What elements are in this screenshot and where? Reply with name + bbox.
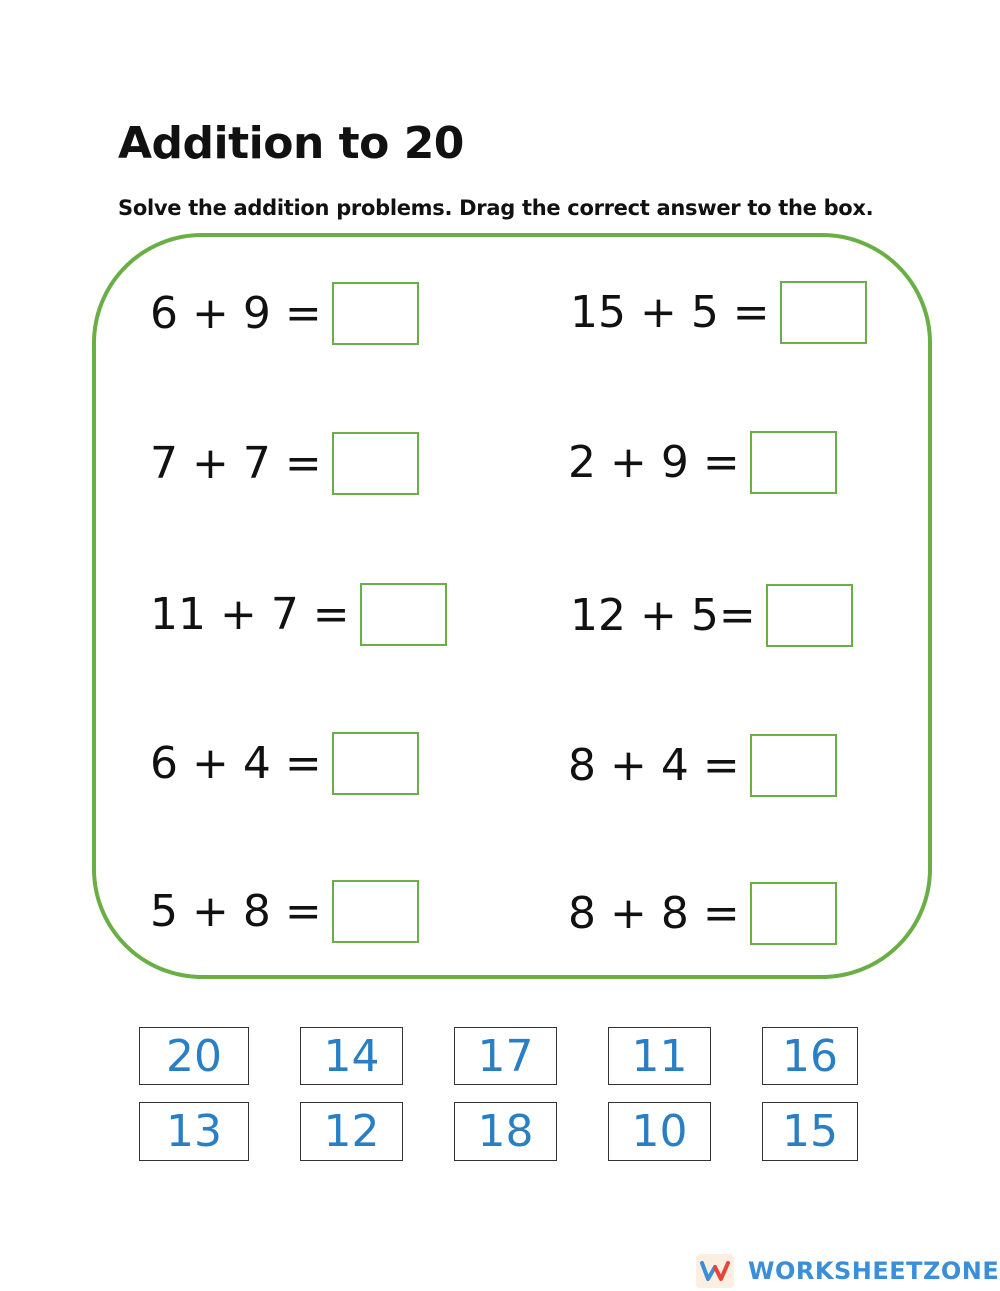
problem-equation: 15 + 5 =: [570, 286, 770, 338]
answer-tile[interactable]: 11: [608, 1027, 711, 1085]
answer-drop-box[interactable]: [332, 282, 419, 345]
problem-8: [568, 732, 837, 798]
answer-drop-box[interactable]: [332, 732, 419, 795]
worksheet-instructions: Solve the addition problems. Drag the correct answer to the box.: [118, 196, 874, 220]
answer-tile[interactable]: 14: [300, 1027, 403, 1085]
answer-drop-box[interactable]: [332, 880, 419, 943]
worksheetzone-brand: [696, 1254, 999, 1288]
problem-equation: 7 + 7 =: [150, 437, 322, 489]
problem-5: [150, 581, 447, 647]
problem-7: [150, 730, 419, 796]
problem-equation: 11 + 7 =: [150, 588, 350, 640]
answer-tile[interactable]: 20: [139, 1027, 249, 1085]
problem-1: [150, 280, 419, 346]
answer-drop-box[interactable]: [332, 432, 419, 495]
problem-equation: 6 + 4 =: [150, 737, 322, 789]
worksheet-title: Addition to 20: [118, 118, 464, 169]
problem-equation: 12 + 5=: [570, 589, 756, 641]
problem-9: [150, 878, 419, 944]
worksheetzone-w-logo-icon: [696, 1254, 734, 1288]
answer-tile[interactable]: 16: [762, 1027, 858, 1085]
problem-4: [568, 429, 837, 495]
answer-drop-box[interactable]: [750, 882, 837, 945]
problem-equation: 8 + 4 =: [568, 739, 740, 791]
answer-tile[interactable]: 18: [454, 1102, 557, 1161]
problem-equation: 2 + 9 =: [568, 436, 740, 488]
problem-6: [570, 582, 853, 648]
answer-drop-box[interactable]: [750, 431, 837, 494]
w-logo-glyph: [700, 1260, 730, 1282]
answer-drop-box[interactable]: [766, 584, 853, 647]
problem-10: [568, 880, 837, 946]
answer-tile[interactable]: 17: [454, 1027, 557, 1085]
answer-tile[interactable]: 10: [608, 1102, 711, 1161]
problem-equation: 5 + 8 =: [150, 885, 322, 937]
brand-name: WORKSHEETZONE: [748, 1257, 1000, 1285]
problem-equation: 8 + 8 =: [568, 887, 740, 939]
answer-drop-box[interactable]: [750, 734, 837, 797]
answer-tile[interactable]: 13: [139, 1102, 249, 1161]
answer-drop-box[interactable]: [360, 583, 447, 646]
answer-tile[interactable]: 15: [762, 1102, 858, 1161]
answer-drop-box[interactable]: [780, 281, 867, 344]
problem-equation: 6 + 9 =: [150, 287, 322, 339]
problem-3: [150, 430, 419, 496]
answer-tile[interactable]: 12: [300, 1102, 403, 1161]
problem-2: [570, 279, 867, 345]
